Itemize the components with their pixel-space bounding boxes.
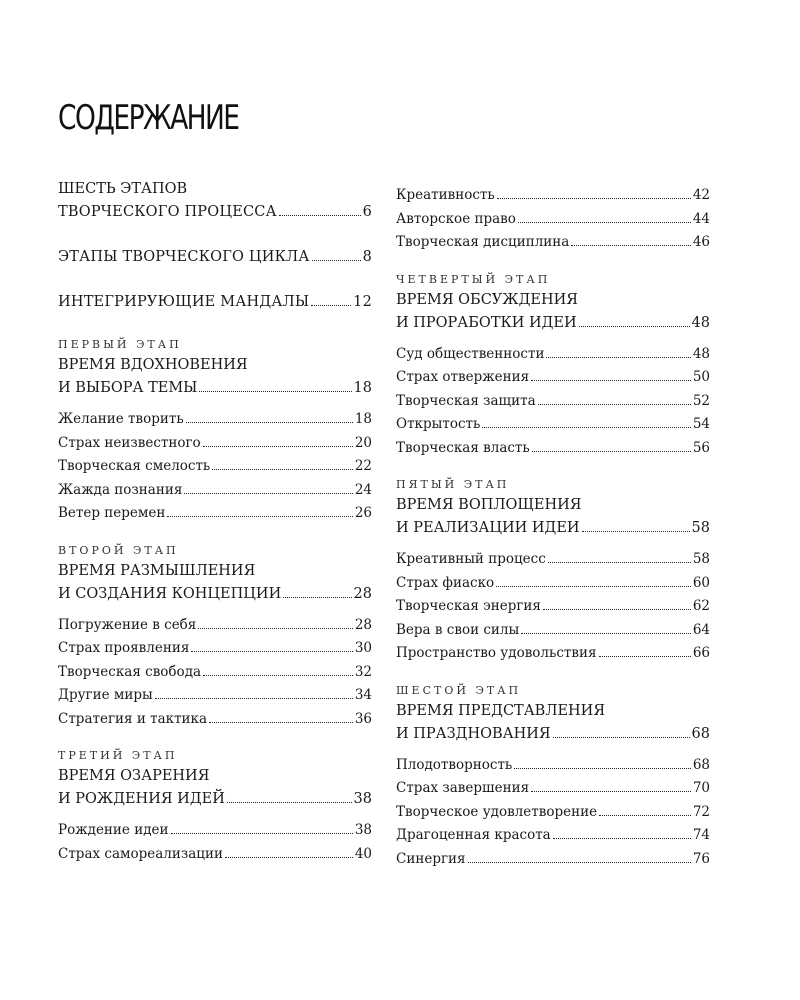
stage-title-line2: И ПРАЗДНОВАНИЯ	[396, 725, 551, 742]
page-number: 18	[353, 380, 372, 396]
page-number: 34	[354, 687, 372, 703]
toc-entry[interactable]	[396, 754, 710, 778]
page-number: 38	[353, 791, 372, 807]
page-number: 60	[692, 574, 710, 591]
entry-title: Драгоценная красота	[396, 827, 551, 843]
toc-entry[interactable]	[396, 343, 710, 367]
toc-major-entry[interactable]	[58, 291, 372, 314]
page-number: 70	[692, 780, 710, 796]
stage-label: ПЕРВЫЙ ЭТАП	[58, 338, 182, 351]
stage-section	[58, 747, 372, 866]
toc-entry[interactable]	[58, 614, 372, 638]
stage-label: ТРЕТИЙ ЭТАП	[58, 749, 178, 762]
leader-dots	[521, 633, 691, 634]
stage-title-entry[interactable]	[396, 517, 710, 540]
major-title-line2: ТВОРЧЕСКОГО ПРОЦЕССА	[58, 204, 277, 220]
toc-entry[interactable]	[396, 801, 710, 825]
toc-entry[interactable]	[396, 184, 710, 208]
stage-label: ПЯТЫЙ ЭТАП	[396, 478, 510, 491]
stage-title-line2: И ВЫБОРА ТЕМЫ	[58, 380, 198, 396]
leader-dots	[497, 198, 691, 199]
leader-dots	[203, 675, 353, 676]
stage-title-entry[interactable]	[396, 312, 710, 335]
leader-dots	[184, 493, 352, 494]
page-number: 50	[692, 369, 710, 385]
major-title: ИНТЕГРИРУЮЩИЕ МАНДАЛЫ	[58, 294, 310, 310]
page-number: 22	[354, 458, 372, 474]
page-number: 42	[692, 187, 710, 203]
toc-major-entry[interactable]	[58, 246, 372, 269]
entry-title: Творческая власть	[396, 439, 530, 456]
leader-dots	[312, 260, 361, 261]
leader-dots	[227, 802, 352, 803]
leader-dots	[482, 427, 690, 428]
page-number: 56	[692, 439, 710, 456]
page-number: 36	[354, 710, 372, 727]
leader-dots	[279, 215, 361, 216]
continued-entries	[396, 184, 710, 255]
page-number: 76	[692, 850, 710, 867]
toc-entry[interactable]	[58, 502, 372, 526]
entry-title: Рождение идеи	[58, 822, 169, 838]
toc-entry[interactable]	[58, 455, 372, 479]
toc-entry[interactable]	[58, 432, 372, 456]
toc-entry[interactable]	[58, 637, 372, 661]
stage-section	[396, 682, 710, 872]
leader-dots	[514, 768, 691, 769]
page-number: 32	[354, 663, 372, 680]
toc-entry[interactable]	[58, 479, 372, 503]
stage-title-line2: И РЕАЛИЗАЦИИ ИДЕИ	[396, 520, 580, 536]
page-number: 58	[692, 551, 710, 567]
page-number: 20	[354, 434, 372, 451]
stage-title-line1: ВРЕМЯ ОБСУЖДЕНИЯ	[396, 291, 578, 308]
page-number: 68	[692, 756, 710, 773]
entry-title: Страх завершения	[396, 780, 530, 796]
entry-title: Стратегия и тактика	[58, 710, 208, 727]
stage-section	[58, 336, 372, 526]
stage-title-entry[interactable]	[396, 723, 710, 746]
stage-title-line1: ВРЕМЯ ВДОХНОВЕНИЯ	[58, 357, 248, 373]
entry-title: Креативность	[396, 187, 495, 203]
entry-title: Синергия	[396, 850, 466, 867]
toc-entry[interactable]	[396, 366, 710, 390]
leader-dots	[548, 562, 691, 563]
toc-entry[interactable]	[396, 548, 710, 572]
leader-dots	[198, 628, 352, 629]
page-number: 38	[354, 822, 372, 838]
entry-title: Открытость	[396, 416, 481, 432]
toc-entry[interactable]	[396, 572, 710, 596]
page-number: 28	[353, 585, 372, 602]
leader-dots	[538, 404, 691, 405]
page-number: 30	[354, 640, 372, 656]
leader-dots	[518, 222, 691, 223]
entry-title: Вера в свои силы	[396, 621, 520, 638]
stage-title-line2: И СОЗДАНИЯ КОНЦЕПЦИИ	[58, 585, 282, 602]
page-number: 62	[692, 598, 710, 614]
stage-label: ВТОРОЙ ЭТАП	[58, 543, 179, 557]
entry-title: Креативный процесс	[396, 551, 546, 567]
page-number: 72	[692, 803, 710, 820]
toc-entry[interactable]	[396, 595, 710, 619]
leader-dots	[209, 722, 353, 723]
page-number: 44	[692, 210, 710, 227]
toc-entry[interactable]	[396, 642, 710, 666]
toc-entry[interactable]	[396, 390, 710, 414]
entry-title: Желание творить	[58, 411, 184, 427]
toc-entry[interactable]	[58, 819, 372, 843]
leader-dots	[532, 451, 691, 452]
entry-title: Творческая защита	[396, 392, 536, 409]
leader-dots	[212, 469, 353, 470]
page-number: 54	[692, 416, 710, 432]
page-number: 74	[692, 827, 710, 843]
leader-dots	[582, 531, 690, 532]
page-number: 68	[691, 725, 710, 742]
leader-dots	[579, 326, 690, 327]
page-number: 52	[692, 392, 710, 409]
toc-entry[interactable]	[58, 843, 372, 867]
leader-dots	[553, 838, 691, 839]
page-number: 26	[354, 505, 372, 521]
leader-dots	[599, 815, 691, 816]
page-number: 40	[354, 845, 372, 862]
toc-column-left	[58, 178, 372, 872]
major-title: ЭТАПЫ ТВОРЧЕСКОГО ЦИКЛА	[58, 249, 310, 265]
page-number: 18	[354, 411, 372, 427]
toc-entry[interactable]	[396, 413, 710, 437]
entry-title: Творческое удовлетворение	[396, 803, 598, 820]
page-number: 12	[353, 294, 372, 310]
leader-dots	[571, 245, 691, 246]
entry-title: Погружение в себя	[58, 616, 197, 633]
leader-dots	[546, 357, 690, 358]
entry-title: Творческая смелость	[58, 458, 211, 474]
entry-title: Страх проявления	[58, 640, 190, 656]
stage-title-line1: ВРЕМЯ ВОПЛОЩЕНИЯ	[396, 497, 582, 513]
toc-entry[interactable]	[58, 708, 372, 732]
toc-major-entry[interactable]	[58, 178, 372, 224]
leader-dots	[496, 586, 691, 587]
entry-title: Жажда познания	[58, 481, 183, 498]
leader-dots	[155, 698, 353, 699]
leader-dots	[203, 446, 353, 447]
page-title: СОДЕРЖАНИЕ	[58, 98, 239, 138]
toc-entry[interactable]	[58, 684, 372, 708]
toc-entry[interactable]	[396, 777, 710, 801]
entry-title: Страх неизвестного	[58, 434, 201, 451]
stage-label: ЧЕТВЕРТЫЙ ЭТАП	[396, 272, 551, 286]
entry-title: Страх отвержения	[396, 369, 530, 385]
leader-dots	[167, 516, 352, 517]
leader-dots	[186, 422, 353, 423]
leader-dots	[225, 857, 353, 858]
entry-title: Творческая энергия	[396, 598, 541, 614]
toc-entry[interactable]	[58, 661, 372, 685]
stage-title-line2: И ПРОРАБОТКИ ИДЕИ	[396, 314, 577, 331]
page-number: 64	[692, 621, 710, 638]
page-number: 48	[692, 345, 710, 362]
page-number: 28	[354, 616, 372, 633]
toc-entry[interactable]	[58, 408, 372, 432]
stage-title-line1: ВРЕМЯ РАЗМЫШЛЕНИЯ	[58, 562, 256, 579]
stage-section	[396, 271, 710, 461]
page-number: 6	[362, 204, 372, 220]
leader-dots	[599, 656, 691, 657]
toc-entry[interactable]	[396, 848, 710, 872]
toc-entry[interactable]	[396, 437, 710, 461]
entry-title: Страх самореализации	[58, 845, 223, 862]
entry-title: Ветер перемен	[58, 505, 166, 521]
page-number: 48	[691, 314, 710, 331]
leader-dots	[199, 391, 351, 392]
toc-column-right	[396, 184, 710, 877]
entry-title: Суд общественности	[396, 345, 545, 362]
leader-dots	[553, 737, 690, 738]
page-number: 66	[692, 645, 710, 661]
stage-title-line1: ВРЕМЯ ОЗАРЕНИЯ	[58, 768, 210, 784]
toc-entry[interactable]	[396, 231, 710, 255]
entry-title: Творческая свобода	[58, 663, 202, 680]
stage-section	[58, 542, 372, 732]
stage-section	[396, 476, 710, 666]
stage-title-entry[interactable]	[58, 583, 372, 606]
page-number: 8	[362, 249, 372, 265]
entry-title: Страх фиаско	[396, 574, 495, 591]
leader-dots	[531, 380, 691, 381]
page-number: 46	[692, 234, 710, 250]
page-number: 58	[691, 520, 710, 536]
entry-title: Творческая дисциплина	[396, 234, 570, 250]
leader-dots	[191, 651, 352, 652]
leader-dots	[543, 609, 691, 610]
page-number: 24	[354, 481, 372, 498]
entry-title: Пространство удовольствия	[396, 645, 597, 661]
leader-dots	[531, 791, 691, 792]
leader-dots	[311, 305, 351, 306]
toc-entry[interactable]	[396, 619, 710, 643]
stage-title-entry[interactable]	[58, 377, 372, 400]
stage-label: ШЕСТОЙ ЭТАП	[396, 683, 522, 697]
toc-entry[interactable]	[396, 208, 710, 232]
stage-title-entry[interactable]	[58, 788, 372, 811]
stage-title-line2: И РОЖДЕНИЯ ИДЕЙ	[58, 791, 225, 807]
entry-title: Плодотворность	[396, 756, 513, 773]
leader-dots	[283, 597, 351, 598]
entry-title: Другие миры	[58, 687, 153, 703]
major-title-line1: ШЕСТЬ ЭТАПОВ	[58, 181, 188, 197]
stage-title-line1: ВРЕМЯ ПРЕДСТАВЛЕНИЯ	[396, 702, 606, 719]
toc-entry[interactable]	[396, 824, 710, 848]
leader-dots	[171, 833, 353, 834]
entry-title: Авторское право	[396, 210, 516, 227]
leader-dots	[468, 862, 691, 863]
